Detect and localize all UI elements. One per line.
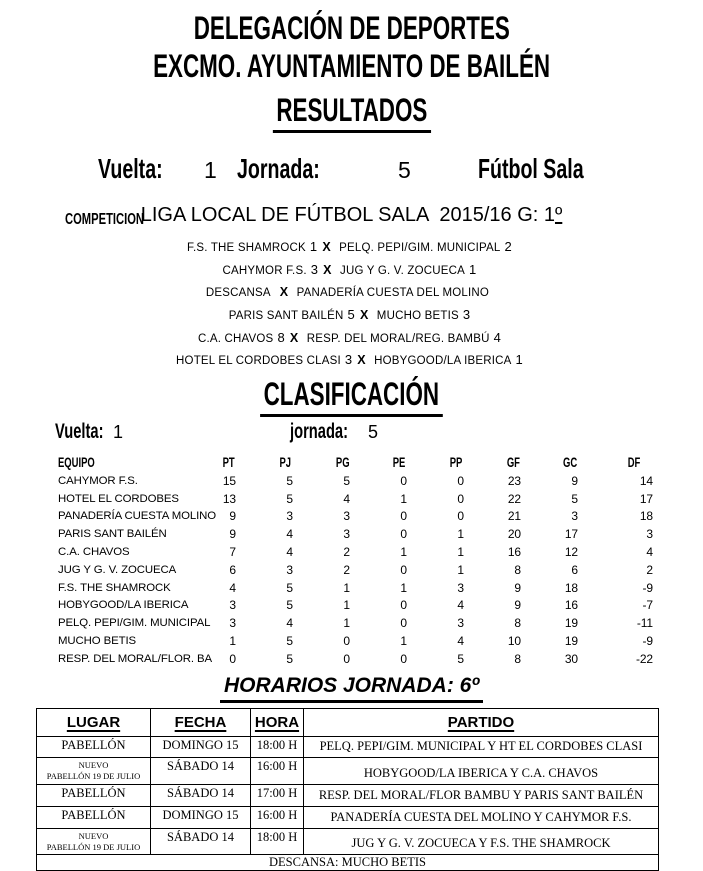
schedule-row	[37, 829, 659, 855]
df: 3	[646, 527, 653, 542]
df: -7	[642, 598, 653, 613]
pg: 0	[343, 651, 350, 666]
gc: 30	[564, 651, 578, 666]
result-row	[0, 281, 703, 304]
home-team: C.A. CHAVOS	[197, 332, 274, 345]
col-header-pj: PJ	[279, 454, 292, 470]
lugar-cell	[37, 807, 151, 829]
gf: 8	[514, 616, 521, 631]
pt: 1	[229, 634, 236, 649]
home-team: F.S. THE SHAMROCK	[187, 242, 306, 254]
schedule-row	[37, 785, 659, 807]
col-header-lugar: LUGAR	[37, 709, 151, 737]
round-info-row	[0, 153, 703, 187]
schedule-title	[0, 674, 703, 703]
gf: 9	[514, 580, 521, 595]
jornada-value: 5	[398, 157, 411, 183]
pe: 0	[400, 562, 407, 577]
home-team: CAHYMOR F.S.	[222, 264, 307, 277]
lugar-line2: PABELLÓN 19 DE JULIO	[46, 842, 141, 852]
pt: 0	[229, 651, 236, 666]
pt: 3	[229, 616, 236, 631]
lugar-cell	[37, 758, 151, 785]
away-team: RESP. DEL MORAL/REG. BAMBÚ	[306, 332, 490, 345]
lugar-line1: NUEVO	[78, 831, 109, 841]
home-team: PARIS SANT BAILÉN	[228, 310, 344, 323]
lugar-line2: PABELLÓN 19 DE JULIO	[46, 771, 141, 781]
pp: 0	[457, 473, 464, 488]
pg: 2	[343, 545, 350, 560]
classification-table	[58, 452, 678, 668]
lugar-line1: PABELLÓN	[61, 786, 126, 800]
result-row	[0, 259, 703, 282]
df: -11	[636, 616, 653, 631]
col-header-hora: HORA	[251, 709, 304, 737]
gc: 19	[564, 634, 578, 649]
competition-name-line	[0, 204, 703, 227]
home-team: DESCANSA	[205, 287, 271, 300]
pj: 5	[286, 598, 293, 613]
vs-separator: X	[357, 353, 366, 368]
clasif-vuelta-value: 1	[113, 422, 124, 442]
org-title-line2-text: EXCMO. AYUNTAMIENTO DE BAILÉN	[152, 48, 551, 84]
sport-label: Fútbol Sala	[478, 153, 584, 184]
partido-cell: PELQ. PEPI/GIM. MUNICIPAL Y HT EL CORDOBES CLASI	[304, 737, 659, 758]
pt: 3	[229, 598, 236, 613]
pp: 5	[457, 651, 464, 666]
vuelta-label: Vuelta:	[98, 153, 163, 184]
result-row	[0, 327, 703, 350]
pj: 5	[286, 491, 293, 506]
df: 14	[639, 473, 653, 488]
team-name: C.A. CHAVOS	[58, 546, 130, 559]
result-row	[0, 236, 703, 259]
pp: 4	[457, 634, 464, 649]
lugar-cell	[37, 829, 151, 855]
competition-group-ordinal: º	[554, 204, 563, 226]
table-row	[58, 490, 678, 508]
away-team: PANADERÍA CUESTA DEL MOLINO	[296, 287, 490, 300]
hora-cell: 18:00 H	[251, 737, 304, 758]
pj: 3	[286, 562, 293, 577]
table-row	[58, 525, 678, 543]
schedule-rest-row	[37, 855, 659, 871]
away-team: HOBYGOOD/LA IBERICA	[374, 355, 512, 368]
away-score: 1	[469, 261, 477, 277]
pe: 1	[400, 634, 407, 649]
gf: 21	[507, 509, 521, 524]
pt: 9	[229, 509, 236, 524]
doc-title	[0, 94, 703, 133]
gc: 5	[571, 491, 578, 506]
away-score: 2	[504, 239, 512, 254]
pp: 0	[457, 509, 464, 524]
competition-label: COMPETICION	[65, 211, 145, 228]
pg: 2	[343, 562, 350, 577]
lugar-line1: PABELLÓN	[61, 738, 126, 752]
vuelta-value: 1	[204, 157, 217, 183]
classification-title-text: CLASIFICACIÓN	[260, 378, 442, 417]
pe: 0	[400, 598, 407, 613]
away-team: JUG Y G. V. ZOCUECA	[340, 264, 466, 277]
gf: 16	[507, 545, 521, 560]
away-score: 1	[515, 352, 523, 368]
home-team: HOTEL EL CORDOBES CLASI	[176, 355, 341, 368]
gc: 6	[571, 562, 578, 577]
gf: 23	[507, 473, 521, 488]
col-header-pe: PE	[393, 454, 406, 470]
df: -9	[642, 580, 653, 595]
gc: 19	[564, 616, 578, 631]
pj: 4	[286, 616, 293, 631]
table-row	[58, 508, 678, 526]
org-title-line1-text: DELEGACIÓN DE DEPORTES	[193, 10, 510, 46]
df: -9	[642, 634, 653, 649]
pg: 1	[343, 616, 350, 631]
pp: 1	[457, 562, 464, 577]
pt: 6	[229, 562, 236, 577]
team-name: RESP. DEL MORAL/FLOR. BA	[58, 652, 212, 665]
col-header-gc: GC	[563, 454, 578, 470]
pt: 15	[222, 473, 236, 488]
pj: 3	[286, 509, 293, 524]
table-row	[58, 579, 678, 597]
pp: 3	[457, 580, 464, 595]
fecha-cell: DOMINGO 15	[151, 807, 251, 829]
team-name: PARIS SANT BAILÉN	[58, 528, 167, 541]
pp: 1	[457, 545, 464, 560]
col-header-gf: GF	[506, 454, 521, 470]
gc: 9	[571, 473, 578, 488]
away-score: 3	[462, 307, 471, 323]
result-row	[0, 349, 703, 372]
pj: 5	[286, 580, 293, 595]
gc: 18	[564, 580, 578, 595]
team-name: CAHYMOR F.S.	[58, 474, 138, 487]
df: 4	[646, 545, 653, 560]
pt: 7	[229, 545, 236, 560]
rest-note: DESCANSA: MUCHO BETIS	[37, 855, 659, 871]
gf: 9	[514, 598, 521, 613]
pe: 0	[400, 527, 407, 542]
away-team: PELQ. PEPI/GIM. MUNICIPAL	[339, 242, 501, 254]
clasif-jornada-value: 5	[368, 422, 379, 442]
schedule-row	[37, 807, 659, 829]
gf: 22	[507, 491, 521, 506]
team-name: PANADERÍA CUESTA MOLINO	[58, 510, 217, 523]
partido-cell: JUG Y G. V. ZOCUECA Y F.S. THE SHAMROCK	[304, 829, 659, 855]
pj: 5	[286, 473, 293, 488]
pg: 4	[343, 491, 350, 506]
doc-title-text: RESULTADOS	[272, 94, 430, 133]
fecha-cell: SÁBADO 14	[151, 758, 251, 785]
pg: 3	[343, 527, 350, 542]
pp: 0	[457, 491, 464, 506]
lugar-cell	[37, 785, 151, 807]
schedule-header-row	[37, 709, 659, 737]
col-header-pt: PT	[222, 454, 235, 470]
table-row	[58, 650, 678, 668]
pg: 5	[343, 473, 350, 488]
pe: 1	[400, 580, 407, 595]
lugar-line1: NUEVO	[78, 760, 109, 770]
gc: 16	[564, 598, 578, 613]
col-header-df: DF	[627, 454, 641, 470]
table-row	[58, 472, 678, 490]
home-score: 3	[344, 352, 353, 368]
pg: 3	[343, 509, 350, 524]
pe: 1	[400, 545, 407, 560]
fecha-cell: SÁBADO 14	[151, 785, 251, 807]
df: -22	[635, 651, 653, 666]
pj: 5	[286, 634, 293, 649]
pg: 1	[343, 580, 350, 595]
pp: 3	[457, 616, 464, 631]
team-name: HOBYGOOD/LA IBERICA	[58, 599, 189, 612]
home-score: 3	[310, 261, 319, 277]
team-name: HOTEL EL CORDOBES	[58, 492, 179, 505]
partido-cell: PANADERÍA CUESTA DEL MOLINO Y CAHYMOR F.S.	[304, 807, 659, 829]
lugar-cell	[37, 737, 151, 758]
table-row	[58, 543, 678, 561]
table-row	[58, 614, 678, 632]
df: 17	[639, 491, 653, 506]
org-title-line1	[0, 12, 703, 46]
home-score: 1	[309, 239, 318, 254]
pe: 0	[400, 616, 407, 631]
result-row	[0, 304, 703, 327]
pt: 13	[222, 491, 236, 506]
lugar-line1: PABELLÓN	[61, 808, 126, 822]
schedule-table	[36, 708, 659, 871]
pp: 4	[457, 598, 464, 613]
gf: 20	[507, 527, 521, 542]
gc: 17	[564, 527, 578, 542]
classification-round-row	[0, 420, 703, 448]
gf: 8	[514, 651, 521, 666]
home-score: 5	[347, 307, 355, 323]
vs-separator: X	[289, 330, 298, 345]
schedule-row	[37, 758, 659, 785]
team-name: F.S. THE SHAMROCK	[58, 581, 171, 594]
gc: 12	[564, 545, 578, 560]
hora-cell: 16:00 H	[251, 807, 304, 829]
pg: 0	[343, 634, 350, 649]
away-score: 4	[493, 329, 502, 345]
pj: 4	[286, 545, 293, 560]
classification-title	[0, 378, 703, 417]
home-score: 8	[277, 329, 285, 345]
clasif-jornada-label: jornada:	[290, 420, 348, 443]
pj: 4	[286, 527, 293, 542]
fecha-cell: DOMINGO 15	[151, 737, 251, 758]
col-header-pp: PP	[450, 454, 463, 470]
pe: 0	[400, 509, 407, 524]
clasif-vuelta-label: Vuelta:	[55, 420, 104, 443]
org-title-line2	[0, 50, 703, 84]
gf: 8	[514, 562, 521, 577]
team-name: MUCHO BETIS	[58, 635, 137, 648]
vs-separator: X	[359, 308, 368, 323]
hora-cell: 16:00 H	[251, 758, 304, 785]
pe: 1	[400, 491, 407, 506]
fecha-cell: SÁBADO 14	[151, 829, 251, 855]
team-name: JUG Y G. V. ZOCUECA	[58, 563, 177, 576]
df: 18	[639, 509, 653, 524]
team-name: PELQ. PEPI/GIM. MUNICIPAL	[58, 617, 211, 630]
table-row	[58, 597, 678, 615]
partido-cell: HOBYGOOD/LA IBERICA Y C.A. CHAVOS	[304, 758, 659, 785]
gc: 3	[571, 509, 578, 524]
col-header-pg: PG	[335, 454, 350, 470]
vs-separator: X	[322, 240, 331, 254]
pj: 5	[286, 651, 293, 666]
results-list	[0, 236, 703, 372]
hora-cell: 18:00 H	[251, 829, 304, 855]
schedule-title-text: HORARIOS JORNADA: 6º	[220, 674, 483, 703]
col-header-partido: PARTIDO	[304, 709, 659, 737]
table-row	[58, 561, 678, 579]
competition-row	[0, 202, 703, 230]
col-header-equipo: EQUIPO	[58, 454, 95, 470]
jornada-label: Jornada:	[237, 153, 320, 184]
vs-separator: X	[279, 285, 288, 300]
pt: 4	[229, 580, 236, 595]
classification-header-row	[58, 452, 678, 472]
col-header-fecha: FECHA	[151, 709, 251, 737]
pg: 1	[343, 598, 350, 613]
table-row	[58, 632, 678, 650]
pe: 0	[400, 473, 407, 488]
pe: 0	[400, 651, 407, 666]
pp: 1	[457, 527, 464, 542]
partido-cell: RESP. DEL MORAL/FLOR BAMBU Y PARIS SANT BAILÉN	[304, 785, 659, 807]
df: 2	[646, 562, 653, 577]
away-team: MUCHO BETIS	[376, 310, 459, 323]
competition-name: LIGA LOCAL DE FÚTBOL SALA 2015/16 G: 1	[140, 204, 555, 226]
pt: 9	[229, 527, 236, 542]
schedule-row	[37, 737, 659, 758]
hora-cell: 17:00 H	[251, 785, 304, 807]
vs-separator: X	[323, 262, 331, 277]
gf: 10	[507, 634, 521, 649]
